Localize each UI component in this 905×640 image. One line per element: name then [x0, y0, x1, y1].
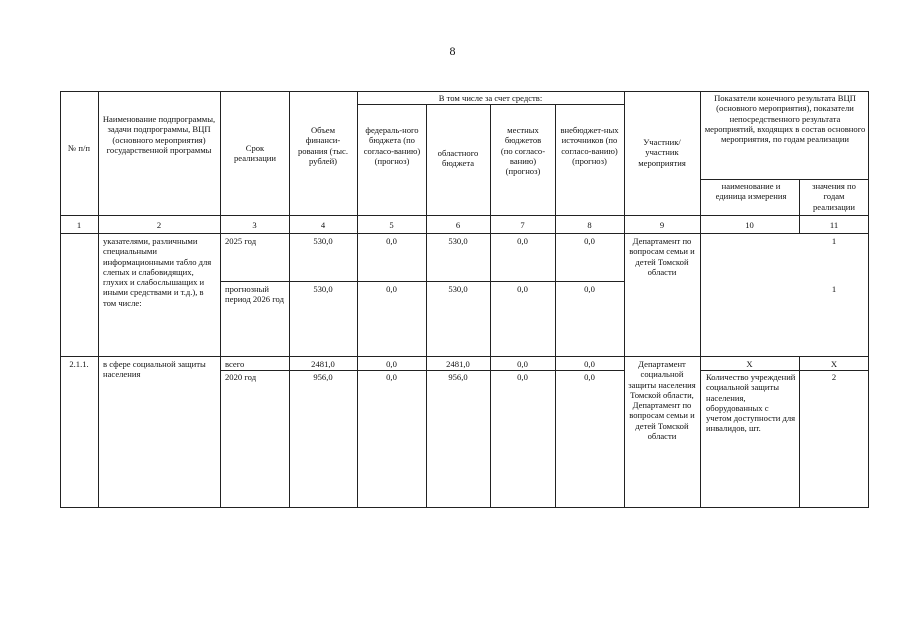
col-divider [624, 91, 625, 508]
block1-row1-extra: 0,0 [584, 236, 595, 246]
block-divider [60, 356, 869, 357]
block1-participant: Департамент по вопросам семьи и детей Томской области [629, 236, 695, 277]
header-period: Срок реализации [234, 143, 276, 164]
block1-row1-period: 2025 год [225, 236, 257, 246]
col-number: 8 [587, 220, 592, 230]
header-ind-name: наименование и единица измерения [715, 181, 787, 202]
header-federal: федераль-ного бюджета (по согласо-ванию) (прогноз) [363, 125, 421, 166]
block1-row1-regional: 530,0 [448, 236, 468, 246]
block2-name: в сфере социальной защиты населения [103, 359, 206, 380]
col-divider [490, 104, 491, 508]
table-border-left [60, 91, 61, 508]
block2-row2-regional: 956,0 [448, 372, 468, 382]
block2-row2-extra: 0,0 [584, 372, 595, 382]
block1-row1-volume: 530,0 [313, 236, 333, 246]
indicators-group-divider [700, 179, 869, 180]
block2-participant: Департамент социальной защиты населения Томской области, Департамент по вопросам семьи и детей Томской области [628, 359, 696, 442]
block2-row1-ind: Х [746, 359, 753, 369]
header-bottom-line [60, 215, 869, 216]
colnum-bottom-line [60, 233, 869, 234]
col-divider [555, 104, 556, 508]
header-ind-years: значения по годам реализации [812, 181, 856, 212]
col-number: 6 [455, 220, 461, 230]
header-name: Наименование подпрограммы, задачи подпрограммы, ВЦП (основного мероприятия) государственной программы [102, 114, 216, 155]
block2-ind-divider [700, 370, 869, 371]
block1-row2-extra: 0,0 [584, 284, 595, 294]
page-number: 8 [449, 44, 456, 58]
col-number: 10 [745, 220, 754, 230]
block1-row1-local: 0,0 [517, 236, 528, 246]
col-divider [357, 91, 358, 508]
block1-name: указателями, различными специальными информационными табло для слепых и слабовидящих, глухих и слабослышащих и иными средствами и т.д.), в том числе: [103, 236, 212, 308]
block2-indicator: Количество учреждений социальной защиты населения, оборудованных с учетом доступности для инвалидов, шт. [706, 372, 796, 434]
col-divider [98, 91, 99, 508]
block2-row1-local: 0,0 [517, 359, 528, 369]
header-indicators-group: Показатели конечного результата ВЦП (основного мероприятия), показатели непосредственного результата мероприятий, входящих в состав основного мероприятия, по годам реализации [704, 93, 866, 145]
col-number: 3 [252, 220, 257, 230]
header-participant: Участник/ участник мероприятия [638, 137, 686, 168]
block2-num: 2.1.1. [69, 359, 89, 369]
col-number: 11 [829, 220, 839, 230]
block2-row2-volume: 956,0 [313, 372, 333, 382]
block1-row-divider [220, 281, 624, 282]
block1-row2-period: прогнозный период 2026 год [225, 284, 284, 305]
block2-row2-local: 0,0 [517, 372, 528, 382]
header-sources-group: В том числе за счет средств: [438, 93, 543, 103]
block2-row2-value: 2 [831, 372, 837, 382]
block2-row1-volume: 2481,0 [311, 359, 335, 369]
block2-row2-federal: 0,0 [386, 372, 397, 382]
block2-row1-federal: 0,0 [386, 359, 397, 369]
col-divider [220, 91, 221, 508]
header-volume: Объем финанси-рования (тыс. рублей) [297, 125, 348, 166]
col-number: 9 [659, 220, 665, 230]
header-local: местных бюджетов (по согласо-ванию) (прогноз) [500, 125, 546, 177]
header-num: № п/п [68, 143, 90, 153]
block2-row2-period: 2020 год [225, 372, 257, 382]
block2-row1-regional: 2481,0 [446, 359, 470, 369]
header-extra: внебюджет-ных источников (по согласо-ванию) (прогноз) [560, 125, 619, 166]
col-divider [426, 104, 427, 508]
block1-row2-value: 1 [831, 284, 837, 294]
col-divider [289, 91, 290, 508]
block1-row1-value: 1 [831, 236, 837, 246]
block1-row2-volume: 530,0 [313, 284, 333, 294]
block2-row1-extra: 0,0 [584, 359, 595, 369]
col-number: 1 [76, 220, 82, 230]
col-number: 5 [389, 220, 394, 230]
table-border-top [60, 91, 869, 92]
col-number: 4 [320, 220, 326, 230]
block1-row2-federal: 0,0 [386, 284, 397, 294]
block1-row1-federal: 0,0 [386, 236, 397, 246]
col-number: 7 [520, 220, 525, 230]
block1-row2-regional: 530,0 [448, 284, 468, 294]
col-divider [700, 91, 701, 508]
block2-row1-value: Х [830, 359, 838, 369]
block1-row2-local: 0,0 [517, 284, 528, 294]
col-number: 2 [156, 220, 162, 230]
block2-row1-period: всего [225, 359, 245, 369]
header-regional: областного бюджета [437, 148, 479, 169]
table-border-bottom [60, 507, 869, 508]
table-border-right [868, 91, 869, 508]
block2-row-divider [220, 370, 624, 371]
budget-table [60, 91, 869, 508]
